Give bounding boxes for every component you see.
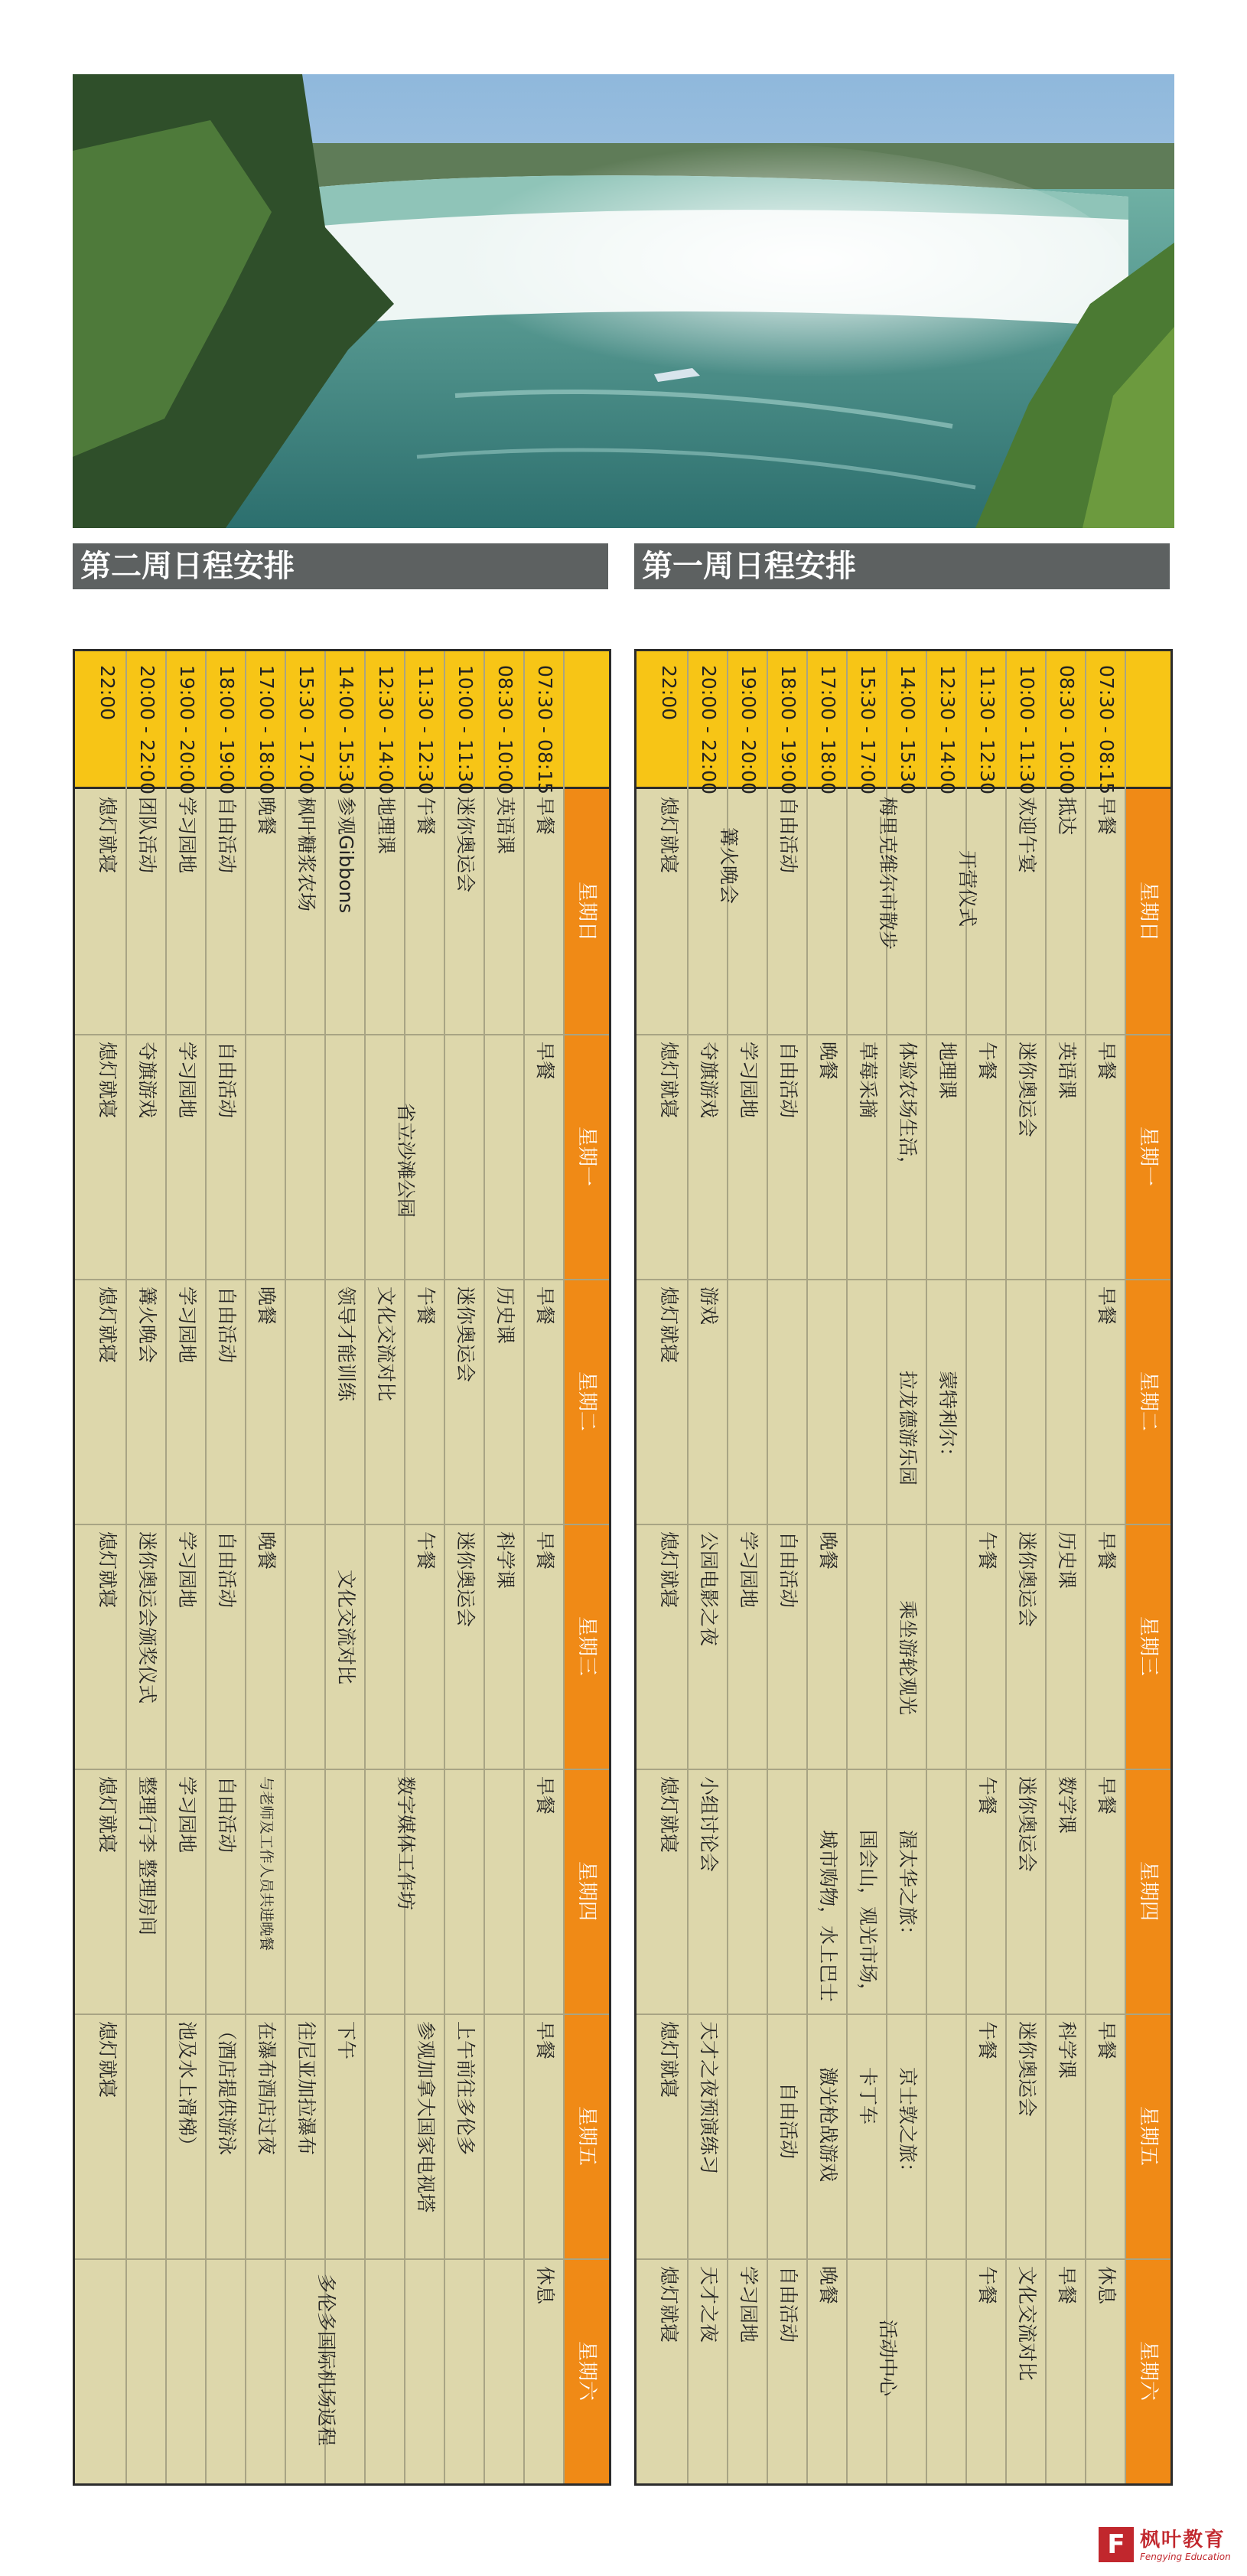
activity-cell: 梅里克维尔市散步	[877, 797, 899, 951]
activity-cell: 自由活动	[216, 1531, 238, 1609]
activity-cell: 午餐	[976, 1531, 998, 1570]
time-slot: 07:30 - 08:15	[1096, 665, 1118, 795]
activity-cell: 晚餐	[256, 1286, 278, 1325]
activity-cell: 卡丁车	[857, 2067, 879, 2125]
activity-cell: 京士敦之旅：	[897, 2067, 919, 2183]
activity-cell: 自由活动	[216, 1286, 238, 1364]
activity-cell: 开营仪式	[956, 850, 978, 928]
activity-cell: 激光枪战游戏	[817, 2067, 839, 2183]
activity-cell: 自由活动	[777, 1531, 799, 1609]
activity-cell: 英语课	[1056, 1042, 1078, 1100]
activity-cell: 夺旗游戏	[698, 1042, 720, 1119]
activity-cell: 往尼亚加拉瀑布	[295, 2021, 317, 2156]
activity-cell: 城市购物，水上巴士	[817, 1830, 839, 2003]
activity-cell: 科学课	[494, 1531, 516, 1590]
activity-cell: 与老师及工作人员共进晚餐	[258, 1776, 275, 1952]
activity-cell: 学习园地	[737, 2266, 760, 2343]
activity-cell: 晚餐	[256, 797, 278, 836]
activity-cell: 熄灯就寝	[658, 2266, 680, 2343]
activity-cell: 早餐	[534, 1286, 556, 1325]
day-header: 星期日	[575, 881, 598, 941]
activity-cell: 体验农场生活，	[897, 1042, 919, 1176]
activity-cell: 熄灯就寝	[658, 2021, 680, 2098]
day-header: 星期日	[1137, 881, 1160, 941]
activity-cell: 休息	[1096, 2266, 1118, 2305]
activity-cell: 自由活动	[216, 1042, 238, 1119]
activity-cell: 枫叶糖浆农场	[295, 797, 317, 912]
activity-cell: 早餐	[1056, 2266, 1078, 2305]
activity-cell: 学习园地	[176, 1042, 198, 1119]
activity-cell: 晚餐	[817, 2266, 839, 2305]
activity-cell: 早餐	[1096, 1776, 1118, 1815]
activity-cell: 早餐	[534, 1776, 556, 1815]
activity-cell: 午餐	[976, 1042, 998, 1081]
activity-cell: 领导才能训练	[335, 1286, 357, 1402]
activity-cell: 熄灯就寝	[658, 1531, 680, 1609]
day-header: 星期一	[575, 1126, 598, 1186]
activity-cell: 历史课	[1056, 1531, 1078, 1590]
activity-cell: 迷你奥运会	[454, 797, 477, 893]
day-header: 星期三	[575, 1616, 598, 1676]
day-header: 星期二	[575, 1371, 598, 1431]
activity-cell: 地理课	[375, 797, 397, 855]
activity-cell: 熄灯就寝	[96, 1776, 119, 1854]
activity-cell: 午餐	[976, 1776, 998, 1815]
week1-schedule-table	[634, 649, 1173, 2486]
activity-cell: 自由活动	[777, 1042, 799, 1119]
activity-cell: 自由活动	[216, 797, 238, 874]
activity-cell: 文化交流对比	[335, 1570, 357, 1685]
activity-cell: 乘坐游轮观光	[897, 1600, 919, 1716]
activity-cell: 熄灯就寝	[658, 1776, 680, 1854]
activity-cell: 欢迎午宴	[1016, 797, 1038, 874]
activity-cell: （酒店提供游泳	[216, 2021, 238, 2156]
activity-cell: 科学课	[1056, 2021, 1078, 2079]
activity-cell: 迷你奥运会	[1016, 1042, 1038, 1138]
activity-cell: 自由活动	[777, 2266, 799, 2343]
time-slot: 19:00 - 20:00	[737, 665, 760, 795]
activity-cell: 英语课	[494, 797, 516, 855]
time-slot: 20:00 - 22:00	[698, 665, 720, 795]
activity-cell: 上午前往多伦多	[454, 2021, 477, 2156]
activity-cell: 参观Gibbons	[335, 797, 357, 914]
time-slot: 12:30 - 14:00	[936, 665, 959, 795]
day-header: 星期二	[1137, 1371, 1160, 1431]
activity-cell: 迷你奥运会	[454, 1286, 477, 1383]
activity-cell: 早餐	[1096, 2021, 1118, 2060]
activity-cell: 熄灯就寝	[658, 1286, 680, 1364]
time-slot: 22:00	[96, 665, 119, 721]
activity-cell: 小组讨论会	[698, 1776, 720, 1873]
activity-cell: 学习园地	[737, 1042, 760, 1119]
activity-cell: 熄灯就寝	[96, 2021, 119, 2098]
time-slot: 08:30 - 10:00	[1056, 665, 1078, 795]
niagara-falls-photo	[73, 74, 1174, 528]
activity-cell: 团队活动	[136, 797, 158, 874]
activity-cell: 天才之夜	[698, 2266, 720, 2343]
activity-cell: 数字媒体工作坊	[395, 1776, 417, 1911]
time-slot: 17:00 - 18:00	[817, 665, 839, 795]
activity-cell: 篝火晚会	[718, 827, 740, 905]
time-slot: 18:00 - 19:00	[216, 665, 238, 795]
activity-cell: 午餐	[976, 2266, 998, 2305]
day-header: 星期四	[575, 1860, 598, 1921]
activity-cell: 晚餐	[817, 1042, 839, 1081]
day-header: 星期一	[1137, 1126, 1160, 1186]
activity-cell: 多伦多国际机场返程	[315, 2274, 337, 2447]
activity-cell: 早餐	[534, 1531, 556, 1570]
activity-cell: 学习园地	[176, 1286, 198, 1364]
activity-cell: 午餐	[976, 2021, 998, 2060]
time-slot: 07:30 - 08:15	[534, 665, 556, 795]
activity-cell: 抵达	[1056, 797, 1078, 836]
activity-cell: 蒙特利尔：	[936, 1371, 959, 1467]
activity-cell: 熄灯就寝	[96, 1286, 119, 1364]
time-slot: 22:00	[658, 665, 680, 721]
time-slot: 10:00 - 11:30	[454, 665, 477, 795]
time-slot: 18:00 - 19:00	[777, 665, 799, 795]
activity-cell: 早餐	[534, 1042, 556, 1081]
activity-cell: 数学课	[1056, 1776, 1078, 1834]
brand-logo	[1099, 2522, 1244, 2568]
activity-cell: 午餐	[415, 1531, 437, 1570]
week1-title: 第一周日程安排	[634, 543, 1170, 589]
time-slot: 15:30 - 17:00	[295, 665, 317, 795]
activity-cell: 地理课	[936, 1042, 959, 1100]
day-header: 星期五	[575, 2105, 598, 2166]
time-slot: 11:30 - 12:30	[415, 665, 437, 795]
activity-cell: 早餐	[1096, 1286, 1118, 1325]
activity-cell: 熄灯就寝	[96, 1531, 119, 1609]
time-slot: 14:00 - 15:30	[335, 665, 357, 795]
activity-cell: 熄灯就寝	[658, 1042, 680, 1119]
activity-cell: 文化交流对比	[1016, 2266, 1038, 2382]
activity-cell: 公园电影之夜	[698, 1531, 720, 1647]
activity-cell: 迷你奥运会颁奖仪式	[136, 1531, 158, 1704]
activity-cell: 拉龙德游乐园	[897, 1371, 919, 1486]
activity-cell: 早餐	[1096, 1042, 1118, 1081]
activity-cell: 晚餐	[817, 1531, 839, 1570]
time-slot: 20:00 - 22:00	[136, 665, 158, 795]
activity-cell: 自由活动	[777, 2082, 799, 2160]
activity-cell: 游戏	[698, 1286, 720, 1325]
activity-cell: 休息	[534, 2266, 556, 2305]
activity-cell: 文化交流对比	[375, 1286, 397, 1402]
activity-cell: 迷你奥运会	[1016, 1776, 1038, 1873]
activity-cell: 学习园地	[176, 797, 198, 874]
day-header: 星期四	[1137, 1860, 1160, 1921]
activity-cell: 整理行李 整理房间	[136, 1776, 158, 1935]
logo-english-name: Fengying Education	[1140, 2552, 1231, 2562]
activity-cell: 学习园地	[176, 1776, 198, 1854]
week2-title: 第二周日程安排	[73, 543, 608, 589]
logo-mark-icon: F	[1099, 2527, 1134, 2562]
time-slot: 17:00 - 18:00	[256, 665, 278, 795]
activity-cell: 熄灯就寝	[96, 1042, 119, 1119]
day-header: 星期五	[1137, 2105, 1160, 2166]
time-slot: 15:30 - 17:00	[857, 665, 879, 795]
time-slot: 10:00 - 11:30	[1016, 665, 1038, 795]
activity-cell: 历史课	[494, 1286, 516, 1345]
day-header: 星期六	[575, 2340, 598, 2401]
activity-cell: 省立沙滩公园	[395, 1103, 417, 1218]
week2-schedule-table	[73, 649, 611, 2486]
activity-cell: 早餐	[534, 797, 556, 836]
activity-cell: 早餐	[1096, 797, 1118, 836]
activity-cell: 学习园地	[737, 1531, 760, 1609]
activity-cell: 池及水上滑梯）	[176, 2021, 198, 2156]
activity-cell: 夺旗游戏	[136, 1042, 158, 1119]
activity-cell: 午餐	[415, 797, 437, 836]
time-slot: 12:30 - 14:00	[375, 665, 397, 795]
activity-cell: 迷你奥运会	[454, 1531, 477, 1628]
time-slot: 11:30 - 12:30	[976, 665, 998, 795]
activity-cell: 迷你奥运会	[1016, 2021, 1038, 2118]
day-header: 星期三	[1137, 1616, 1160, 1676]
activity-cell: 篝火晚会	[136, 1286, 158, 1364]
activity-cell: 天才之夜预演练习	[698, 2021, 720, 2175]
activity-cell: 早餐	[1096, 1531, 1118, 1570]
activity-cell: 迷你奥运会	[1016, 1531, 1038, 1628]
logo-name: 枫叶教育	[1140, 2529, 1226, 2552]
activity-cell: 学习园地	[176, 1531, 198, 1609]
time-slot: 14:00 - 15:30	[897, 665, 919, 795]
activity-cell: 参观加拿大国家电视塔	[415, 2021, 437, 2213]
time-slot: 08:30 - 10:00	[494, 665, 516, 795]
activity-cell: 活动中心	[877, 2320, 899, 2397]
time-slot: 19:00 - 20:00	[176, 665, 198, 795]
activity-cell: 早餐	[534, 2021, 556, 2060]
activity-cell: 午餐	[415, 1286, 437, 1325]
activity-cell: 熄灯就寝	[96, 797, 119, 874]
activity-cell: 自由活动	[777, 797, 799, 874]
activity-cell: 熄灯就寝	[658, 797, 680, 874]
activity-cell: 渥太华之旅：	[897, 1830, 919, 1945]
activity-cell: 草莓采摘	[857, 1042, 879, 1119]
activity-cell: 晚餐	[256, 1531, 278, 1570]
activity-cell: 下午	[335, 2021, 357, 2060]
activity-cell: 自由活动	[216, 1776, 238, 1854]
day-header: 星期六	[1137, 2340, 1160, 2401]
activity-cell: 国会山，观光市场，	[857, 1830, 879, 2003]
activity-cell: 在瀑布酒店过夜	[256, 2021, 278, 2156]
